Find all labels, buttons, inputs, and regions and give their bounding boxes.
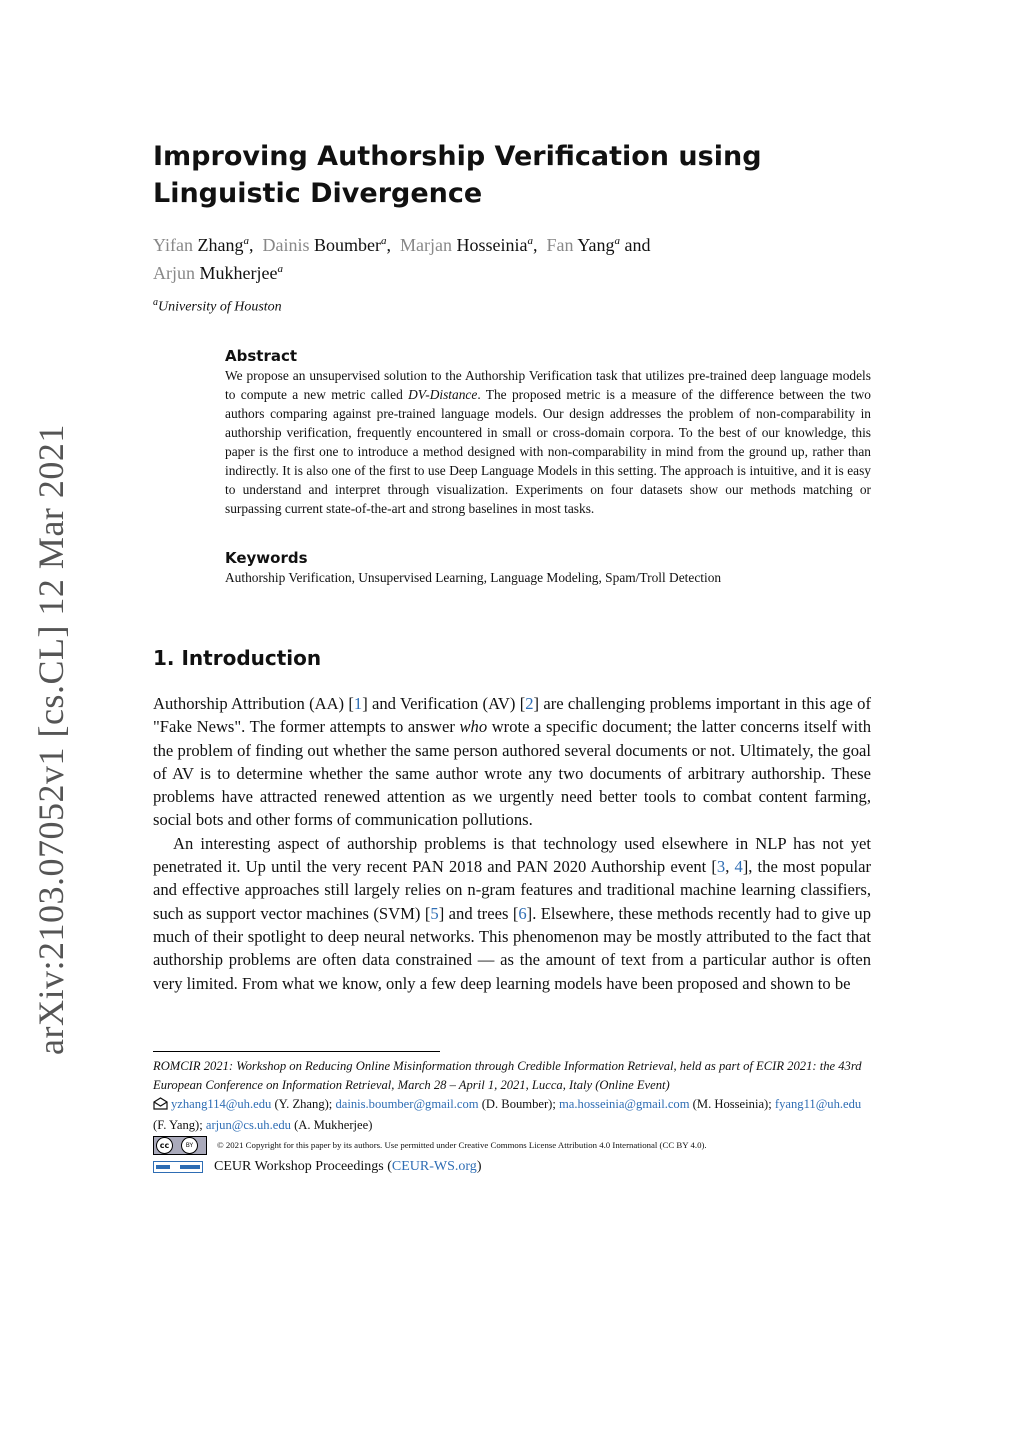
citation-link[interactable]: 5 <box>430 903 439 923</box>
citation-link[interactable]: 3 <box>716 857 726 877</box>
citation-link[interactable]: 2 <box>525 694 534 713</box>
cc-by-icon: cc BY <box>153 1136 207 1155</box>
keywords-text: Authorship Verification, Unsupervised Learning, Language Modeling, Spam/Troll Detection <box>225 570 722 585</box>
abstract-heading: Abstract <box>225 347 298 365</box>
section-heading-introduction: 1. Introduction <box>153 646 322 670</box>
email-link[interactable]: yzhang114@uh.edu <box>171 1097 272 1111</box>
author: Marjan Hosseinia$^a$, <box>399 235 538 255</box>
keywords-heading: Keywords <box>225 549 308 567</box>
conference-note: ROMCIR 2021: Workshop on Reducing Online Misinformation through Credible Information Retrieval, held as part of ECIR 2021: the 43rd European Conference on Information Retrieval, March 28 – April 1, 2021, Lucca, Italy (Online Event) <box>153 1059 862 1092</box>
citation-link[interactable]: 6 <box>518 903 527 923</box>
author: Fan Yang$^a$ and <box>546 235 651 255</box>
email-link[interactable]: arjun@cs.uh.edu <box>205 1118 291 1132</box>
author: Yifan Zhang$^a$, <box>153 235 254 255</box>
citation-link[interactable]: 4 <box>734 857 743 877</box>
arxiv-identifier: arXiv:2103.07052v1 [cs.CL] 12 Mar 2021 <box>31 424 71 1055</box>
ceur-logo-icon <box>153 1161 203 1173</box>
paper-title: Improving Authorship Verification using Linguistic Divergence <box>153 141 762 209</box>
introduction-body <box>153 692 871 995</box>
email-list: yzhang114@uh.edu (Y. Zhang); dainis.boumber@gmail.com (D. Boumber); ma.hosseinia@gmail.com (M. Hosseinia); fyang11@uh.edu (F. Yang); arjun@cs.uh.edu (A. Mukherjee) <box>153 1097 862 1132</box>
email-link[interactable]: ma.hosseinia@gmail.com <box>559 1097 690 1111</box>
affiliation: $^a$University of Houston <box>153 297 282 315</box>
license-row <box>153 1136 871 1155</box>
paragraph: An interesting aspect of authorship problems is that technology used elsewhere in NLP has not yet penetrated it. Up until the very recent PAN 2018 and PAN 2020 Authorship event [3, 4], the most popular and effective approaches still largely relies on n-gram features and traditional machine learning classifiers, such as support vector machines (SVM) [5] and trees [6]. Elsewhere, these methods recently had to give up much of their spotlight to deep neural networks. This phenomenon may be mostly attributed to the fact that authorship problems are often data constrained — as the amount of text from a particular author is often very limited. From what we know, only a few deep learning models have been proposed and shown to be <box>153 833 872 993</box>
author-list <box>153 229 913 285</box>
footnote <box>153 1057 871 1176</box>
paragraph: Authorship Attribution (AA) [1] and Verification (AV) [2] are challenging problems important in this age of "Fake News". The former attempts to answer who wrote a specific document; the latter concerns itself with the problem of finding out whether the same person authored several documents or not. Ultimately, the goal of AV is to determine whether the same author wrote any two documents of arbitrary authorship. These problems have attracted renewed attention as we urgently need better tools to combat content farming, social bots and other forms of communication pollutions. <box>153 694 872 830</box>
keywords-section <box>225 549 871 587</box>
abstract-section <box>225 347 871 518</box>
footnote-rule <box>153 1051 440 1052</box>
author: Dainis Boumber$^a$, <box>262 235 391 255</box>
license-text: © 2021 Copyright for this paper by its authors. Use permitted under Creative Commons License Attribution 4.0 International (CC BY 4.0). <box>217 1140 707 1150</box>
email-link[interactable]: fyang11@uh.edu <box>774 1097 862 1111</box>
envelope-icon <box>153 1097 168 1116</box>
email-link[interactable]: dainis.boumber@gmail.com <box>335 1097 479 1111</box>
author: Arjun Mukherjee$^a$ <box>153 263 283 283</box>
ceur-link[interactable]: CEUR-WS.org <box>391 1159 477 1174</box>
proceedings-row: CEUR Workshop Proceedings ( CEUR-WS.org ) <box>153 1157 871 1176</box>
abstract-text: We propose an unsupervised solution to the Authorship Verification task that utilizes pre-trained deep language models to compute a new metric called DV-Distance. The proposed metric is a measure of the difference between the two authors comparing against pre-trained language models. Our design addresses the problem of non-comparability in authorship verification, frequently encountered in small or cross-domain corpora. To the best of our knowledge, this paper is the first one to introduce a method designed with non-comparability in mind from the ground up, rather than indirectly. It is also one of the first to use Deep Language Models in this setting. The approach is intuitive, and it is easy to understand and interpret through visualization. Experiments on four datasets show our methods matching or surpassing current state-of-the-art and strong baselines in most tasks. <box>225 368 871 516</box>
citation-link[interactable]: 1 <box>353 694 363 713</box>
